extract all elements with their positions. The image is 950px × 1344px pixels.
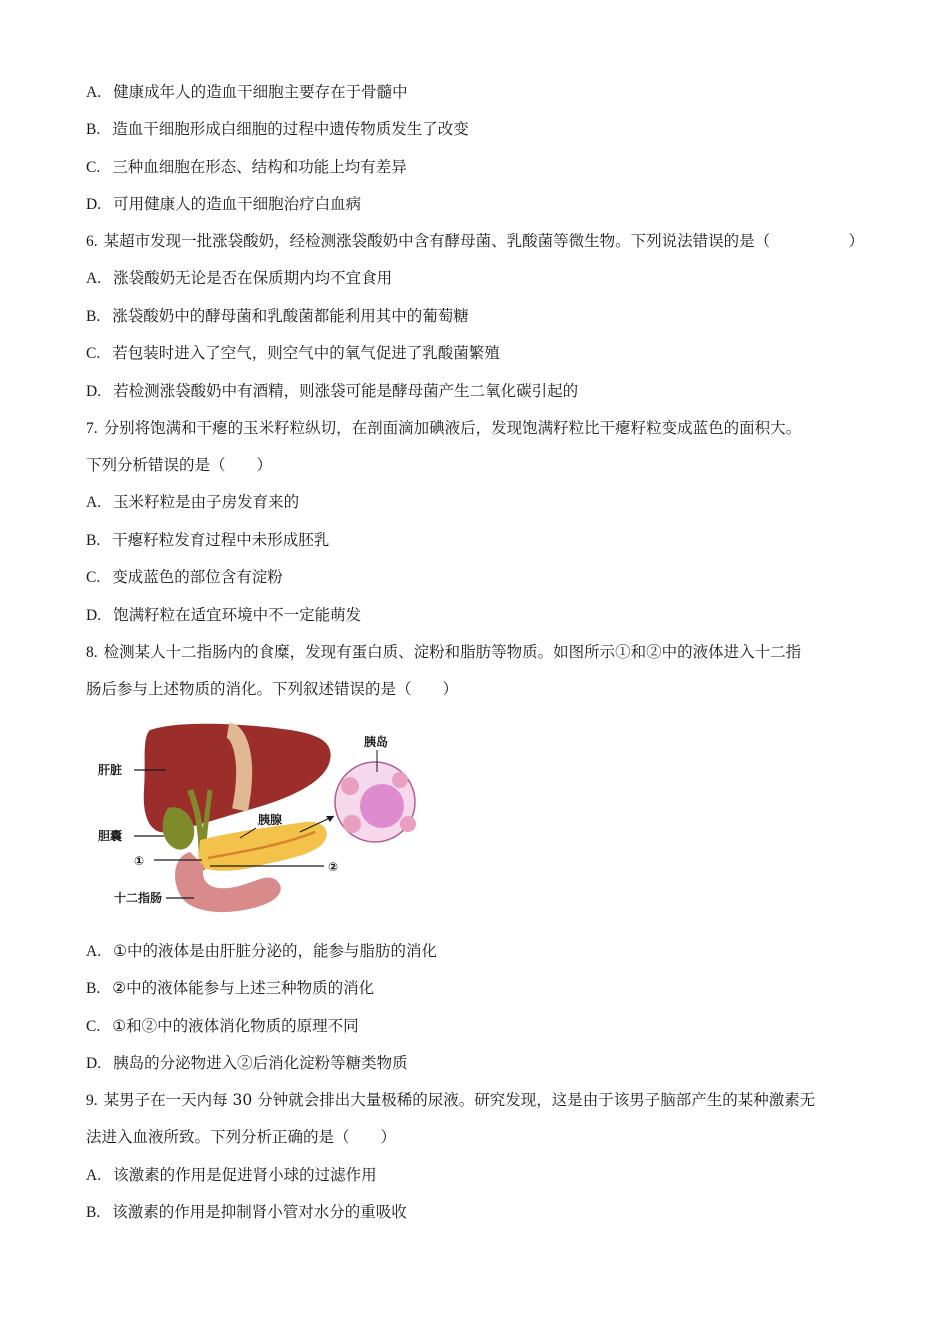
- label-gallbladder: 胆囊: [98, 829, 123, 843]
- question-9-stem-line1: 9. 某男子在一天内每 30 分钟就会排出大量极稀的尿液。研究发现，这是由于该男子脑部产生的某种激素无: [86, 1091, 816, 1109]
- option-5a: A. 健康成年人的造血干细胞主要存在于骨髓中: [86, 83, 408, 101]
- option-8c: C. ①和②中的液体消化物质的原理不同: [86, 1017, 359, 1035]
- question-7-stem-line2: 下列分析错误的是（ ）: [86, 456, 273, 474]
- option-6d: D. 若检测涨袋酸奶中有酒精，则涨袋可能是酵母菌产生二氧化碳引起的: [86, 382, 579, 400]
- option-5d: D. 可用健康人的造血干细胞治疗白血病: [86, 195, 362, 213]
- label-duct-1: ①: [134, 854, 145, 868]
- question-7-stem-line1: 7. 分别将饱满和干瘪的玉米籽粒纵切，在剖面滴加碘液后，发现饱满籽粒比干瘪籽粒变成蓝色的面积大。: [86, 419, 802, 437]
- option-6a: A. 涨袋酸奶无论是否在保质期内均不宜食用: [86, 269, 393, 287]
- option-8d: D. 胰岛的分泌物进入②后消化淀粉等糖类物质: [86, 1054, 408, 1072]
- question-8-stem-line1: 8. 检测某人十二指肠内的食糜，发现有蛋白质、淀粉和脂肪等物质。如图所示①和②中的液体进入十二指: [86, 643, 802, 661]
- option-8a: A. ①中的液体是由肝脏分泌的，能参与脂肪的消化: [86, 942, 437, 960]
- label-duodenum: 十二指肠: [114, 891, 163, 905]
- option-7a: A. 玉米籽粒是由子房发育来的: [86, 493, 300, 511]
- option-7d: D. 饱满籽粒在适宜环境中不一定能萌发: [86, 606, 362, 624]
- label-pancreas: 胰腺: [258, 813, 283, 827]
- question-8-stem-line2: 肠后参与上述物质的消化。下列叙述错误的是（ ）: [86, 680, 459, 698]
- label-duct-2: ②: [328, 860, 339, 874]
- label-islet: 胰岛: [364, 735, 389, 749]
- option-9a: A. 该激素的作用是促进肾小球的过滤作用: [86, 1166, 377, 1184]
- option-7c: C. 变成蓝色的部位含有淀粉: [86, 568, 283, 586]
- option-5c: C. 三种血细胞在形态、结构和功能上均有差异: [86, 158, 407, 176]
- option-7b: B. 干瘪籽粒发育过程中未形成胚乳: [86, 531, 330, 549]
- option-8b: B. ②中的液体能参与上述三种物质的消化: [86, 979, 375, 997]
- label-liver: 肝脏: [98, 763, 123, 777]
- option-9b: B. 该激素的作用是抑制肾小管对水分的重吸收: [86, 1203, 407, 1221]
- question-6-stem: 6. 某超市发现一批涨袋酸奶，经检测涨袋酸奶中含有酵母菌、乳酸菌等微生物。下列说法错误的是（ ）: [86, 232, 864, 250]
- digestive-system-figure: [90, 720, 470, 920]
- question-9-stem-line2: 法进入血液所致。下列分析正确的是（ ）: [86, 1128, 397, 1146]
- option-6c: C. 若包装时进入了空气，则空气中的氧气促进了乳酸菌繁殖: [86, 344, 500, 362]
- option-6b: B. 涨袋酸奶中的酵母菌和乳酸菌都能利用其中的葡萄糖: [86, 307, 469, 325]
- option-5b: B. 造血干细胞形成白细胞的过程中遗传物质发生了改变: [86, 120, 469, 138]
